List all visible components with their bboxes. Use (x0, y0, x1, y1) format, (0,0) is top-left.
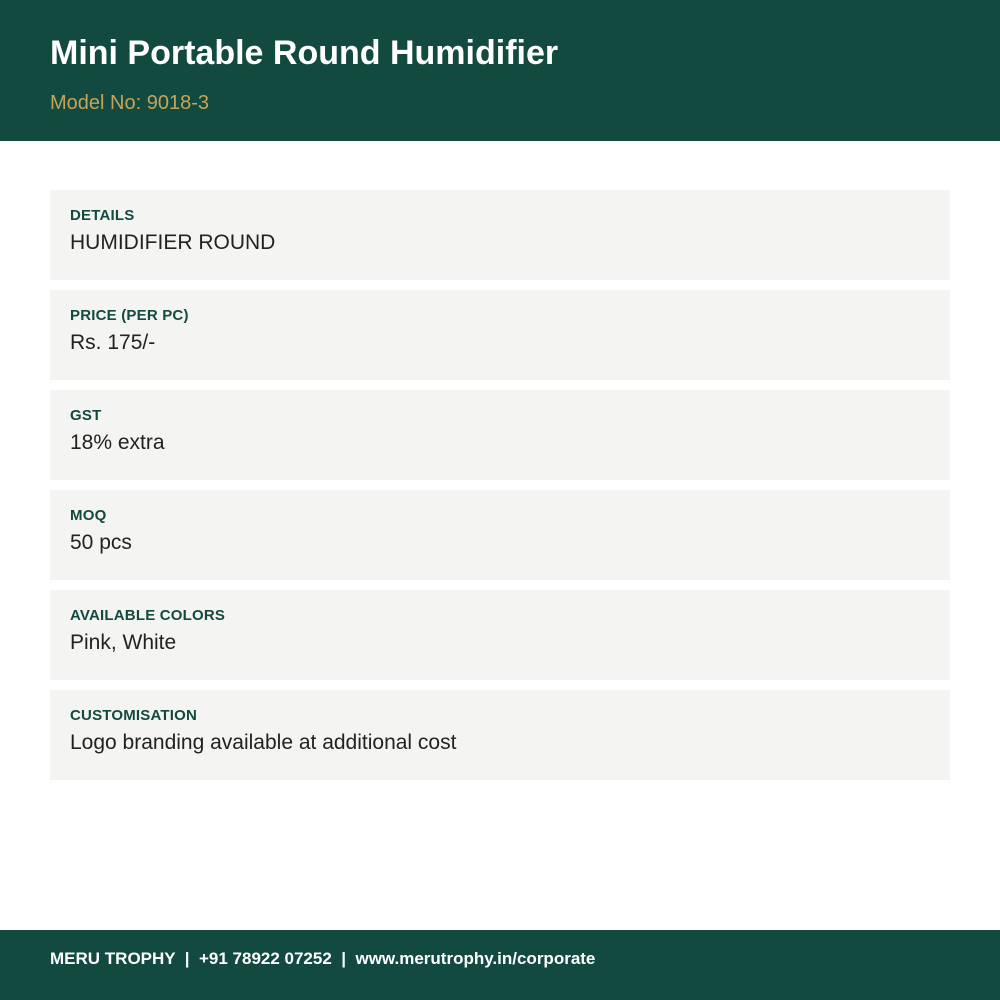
detail-label: DETAILS (70, 207, 135, 224)
detail-card-moq (50, 490, 950, 580)
detail-value: Logo branding available at additional cost (70, 731, 457, 754)
page-title: Mini Portable Round Humidifier (50, 34, 559, 72)
detail-value: Rs. 175/- (70, 331, 156, 354)
detail-card-customisation (50, 690, 950, 780)
detail-value: Pink, White (70, 631, 177, 654)
details-list (50, 190, 950, 790)
detail-card-gst (50, 390, 950, 480)
detail-label: CUSTOMISATION (70, 707, 198, 724)
detail-value: HUMIDIFIER ROUND (70, 231, 276, 254)
detail-label: GST (70, 407, 102, 424)
detail-label: MOQ (70, 507, 107, 524)
footer-company: MERU TROPHY (50, 949, 176, 968)
detail-label: AVAILABLE COLORS (70, 607, 226, 624)
detail-card-details (50, 190, 950, 280)
footer-website: www.merutrophy.in/corporate (355, 949, 596, 968)
footer-separator: | (175, 949, 199, 968)
footer-separator: | (331, 949, 356, 968)
footer-contact (50, 948, 595, 970)
detail-label: PRICE (PER PC) (70, 307, 189, 324)
detail-value: 50 pcs (70, 531, 132, 554)
detail-value: 18% extra (70, 431, 165, 454)
model-number: Model No: 9018-3 (50, 92, 209, 114)
detail-card-price (50, 290, 950, 380)
footer-phone: +91 78922 07252 (198, 949, 332, 968)
detail-card-colors (50, 590, 950, 680)
